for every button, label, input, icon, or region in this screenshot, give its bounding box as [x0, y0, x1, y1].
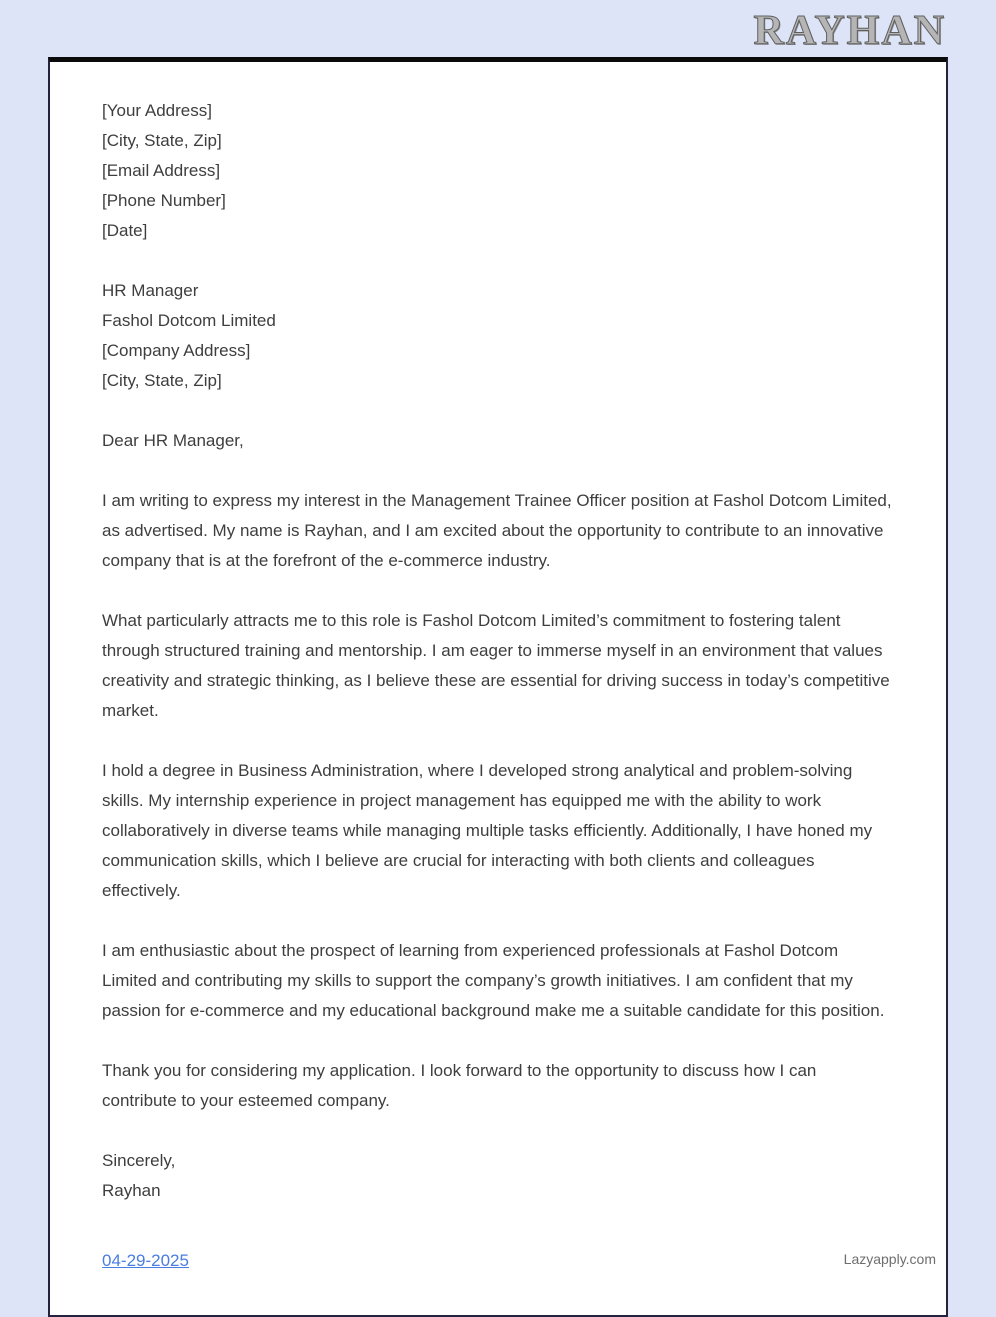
- brand-logo: RAYHAN: [753, 8, 946, 54]
- sender-line: [Email Address]: [102, 161, 221, 180]
- paragraph-5: Thank you for considering my application. I look forward to the opportunity to discuss how I can contribute to your esteemed company.: [102, 1061, 817, 1110]
- sender-address-block: [102, 96, 894, 246]
- recipient-line: [Company Address]: [102, 341, 251, 360]
- signature-name: Rayhan: [102, 1181, 161, 1200]
- date-link[interactable]: 04-29-2025: [102, 1251, 189, 1270]
- recipient-line: HR Manager: [102, 281, 199, 300]
- sender-line: [Date]: [102, 221, 148, 240]
- recipient-address-block: [102, 276, 894, 396]
- sender-line: [Your Address]: [102, 101, 212, 120]
- paragraph-3: I hold a degree in Business Administration, where I developed strong analytical and problem-solving skills. My internship experience in project management has equipped me with the ability to work collaboratively in diverse teams while managing multiple tasks efficiently. Additionally, I have honed my communication skills, which I believe are crucial for interacting with both clients and colleagues effectively.: [102, 761, 873, 900]
- salutation: Dear HR Manager,: [102, 431, 244, 450]
- sender-line: [City, State, Zip]: [102, 131, 222, 150]
- paragraph-1: I am writing to express my interest in the Management Trainee Officer position at Fashol Dotcom Limited, as advertised. My name is Rayhan, and I am excited about the opportunity to contribute to an innovative company that is at the forefront of the e-commerce industry.: [102, 491, 892, 570]
- recipient-line: Fashol Dotcom Limited: [102, 311, 276, 330]
- paragraph-2: What particularly attracts me to this role is Fashol Dotcom Limited’s commitment to fostering talent through structured training and mentorship. I am eager to immerse myself in an environment that values creativity and strategic thinking, as I believe these are essential for driving success in today’s competitive market.: [102, 611, 890, 720]
- watermark-text: Lazyapply.com: [843, 1251, 936, 1267]
- sender-line: [Phone Number]: [102, 191, 226, 210]
- letter-page: [48, 57, 948, 1317]
- paragraph-4: I am enthusiastic about the prospect of learning from experienced professionals at Fashol Dotcom Limited and contributing my skills to support the company’s growth initiatives. I am confident that my passion for e-commerce and my educational background make me a suitable candidate for this position.: [102, 941, 885, 1020]
- signature-block: [102, 1146, 894, 1206]
- letter-content: [50, 62, 946, 1276]
- recipient-line: [City, State, Zip]: [102, 371, 222, 390]
- closing: Sincerely,: [102, 1151, 176, 1170]
